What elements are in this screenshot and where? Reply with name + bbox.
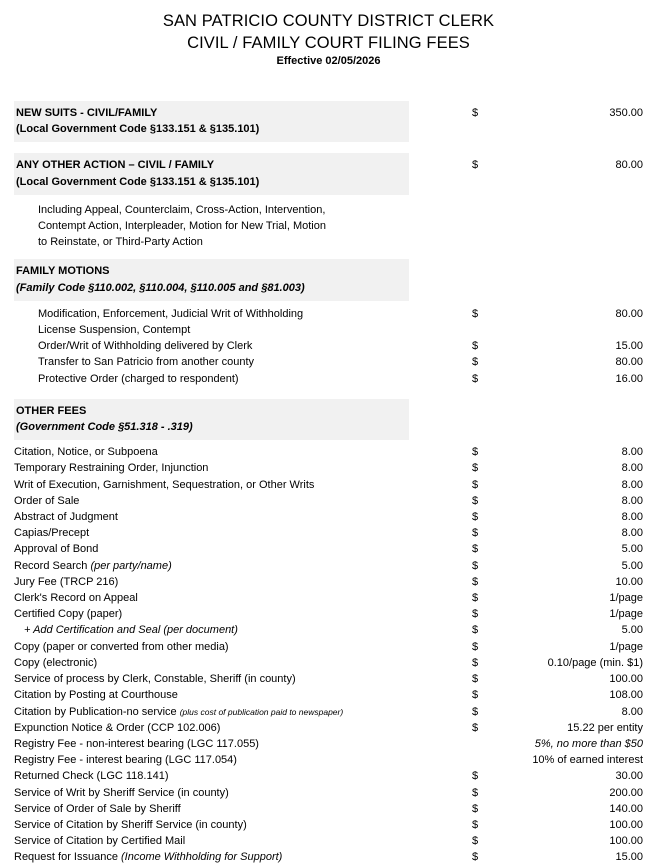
fee-row <box>14 801 643 817</box>
fee-amount: 15.00 <box>615 851 643 864</box>
fee-label <box>14 509 472 525</box>
section-code: (Local Government Code §133.151 & §135.101) <box>16 175 260 188</box>
effective-date: Effective 02/05/2026 <box>276 55 381 67</box>
fee-label <box>14 801 472 817</box>
fee-row <box>14 306 643 338</box>
fee-amount: 5.00 <box>621 624 643 637</box>
fee-label-text: Protective Order (charged to respondent) <box>38 372 239 385</box>
fee-label <box>14 785 472 801</box>
fee-label-text: Copy (electronic) <box>14 656 98 669</box>
fee-amount: 8.00 <box>621 527 643 540</box>
fee-label-line <box>14 736 472 752</box>
fee-amount: 8.00 <box>621 478 643 491</box>
fee-label-text: Service of process by Clerk, Constable, Sheriff (in county) <box>14 673 296 686</box>
fee-row <box>14 639 643 655</box>
fee-label <box>14 338 472 354</box>
dollar-sign: $ <box>472 107 479 119</box>
fee-label <box>14 371 472 387</box>
fee-label-line <box>38 322 472 338</box>
fee-label <box>14 574 472 590</box>
fee-label <box>14 849 472 865</box>
dollar-sign: $ <box>472 673 479 686</box>
fee-label <box>14 558 472 574</box>
fee-row <box>14 622 643 638</box>
fee-row <box>14 785 643 801</box>
fee-amount: 8.00 <box>621 705 643 718</box>
fee-label-text: Citation by Publication-no service <box>14 705 180 718</box>
dollar-sign: $ <box>472 705 479 718</box>
fee-amount: 140.00 <box>609 802 643 815</box>
fee-row <box>14 833 643 849</box>
dollar-sign: $ <box>472 494 479 507</box>
fee-row <box>14 687 643 703</box>
fee-label-line <box>14 768 472 784</box>
fee-label-text: Citation by Posting at Courthouse <box>14 689 178 702</box>
dollar-sign: $ <box>472 770 479 783</box>
doc-title: SAN PATRICIO COUNTY DISTRICT CLERK <box>162 12 495 30</box>
dollar-sign: $ <box>472 559 479 572</box>
fee-label-line <box>14 574 472 590</box>
section <box>14 259 643 300</box>
fee-row <box>14 671 643 687</box>
fee-label <box>14 541 472 557</box>
fee-row <box>14 371 643 387</box>
section <box>14 153 643 194</box>
fee-label-line <box>38 306 472 322</box>
section-title: FAMILY MOTIONS <box>16 265 110 278</box>
dollar-sign: $ <box>472 640 479 653</box>
fee-label-text: (per party/name) <box>90 559 172 572</box>
fee-label <box>14 817 472 833</box>
section-header-row <box>14 101 643 142</box>
fee-label-line <box>38 371 472 387</box>
fee-label-text: License Suspension, Contempt <box>38 324 191 337</box>
fee-amount: 1/page <box>609 608 643 621</box>
fee-row <box>14 525 643 541</box>
fee-label <box>14 493 472 509</box>
section-header-box <box>14 153 409 194</box>
fee-row <box>14 720 643 736</box>
fee-label-text: Temporary Restraining Order, Injunction <box>14 462 209 475</box>
fee-label-text: Certified Copy (paper) <box>14 608 123 621</box>
fee-label <box>14 833 472 849</box>
note-line: to Reinstate, or Third-Party Action <box>38 236 203 249</box>
dollar-sign: $ <box>472 527 479 540</box>
fee-label-text: Service of Writ by Sheriff Service (in county) <box>14 786 229 799</box>
section-code: (Government Code §51.318 - .319) <box>16 421 193 434</box>
fee-label <box>14 306 472 338</box>
fee-label-line <box>38 338 472 354</box>
dollar-sign: $ <box>472 372 479 385</box>
fee-amount: 5.00 <box>621 559 643 572</box>
fee-label-text: Modification, Enforcement, Judicial Writ of Withholding <box>38 307 304 320</box>
dollar-sign: $ <box>472 446 479 459</box>
section-header-box <box>14 399 409 440</box>
fee-label <box>14 768 472 784</box>
fee-label-line <box>14 477 472 493</box>
fee-label-text: Expunction Notice & Order (CCP 102.006) <box>14 721 221 734</box>
note-paragraph <box>14 202 643 251</box>
dollar-sign: $ <box>472 721 479 734</box>
fee-label <box>14 704 472 720</box>
fee-label <box>14 444 472 460</box>
fee-label <box>14 752 472 768</box>
document-header <box>14 10 643 68</box>
fee-label-text: Returned Check (LGC 118.141) <box>14 770 169 783</box>
fee-amount: 5.00 <box>621 543 643 556</box>
fee-row <box>14 849 643 865</box>
fee-row <box>14 574 643 590</box>
fee-label <box>14 687 472 703</box>
fee-label-line <box>14 704 472 720</box>
fee-label <box>14 639 472 655</box>
dollar-sign: $ <box>472 608 479 621</box>
fee-label-line <box>14 509 472 525</box>
fee-label <box>14 525 472 541</box>
fee-amount: 100.00 <box>609 673 643 686</box>
dollar-sign: $ <box>472 478 479 491</box>
dollar-sign: $ <box>472 356 479 369</box>
fee-amount: 350.00 <box>609 107 643 119</box>
fee-amount: 80.00 <box>615 307 643 320</box>
fee-label-text: Writ of Execution, Garnishment, Sequestration, or Other Writs <box>14 478 315 491</box>
fee-label-line <box>14 655 472 671</box>
fee-amount: 200.00 <box>609 786 643 799</box>
fee-label <box>14 622 472 638</box>
note-line: Including Appeal, Counterclaim, Cross-Action, Intervention, <box>38 203 326 216</box>
fee-row <box>14 354 643 370</box>
fee-label-text: Registry Fee - interest bearing (LGC 117.054) <box>14 754 237 767</box>
fee-label-line <box>14 801 472 817</box>
fee-label-text: Request for Issuance <box>14 851 122 864</box>
fee-label <box>14 606 472 622</box>
section-header-box <box>14 259 409 300</box>
doc-subtitle: CIVIL / FAMILY COURT FILING FEES <box>187 34 470 52</box>
fee-label-line <box>14 720 472 736</box>
fee-label-text: Registry Fee - non-interest bearing (LGC 117.055) <box>14 737 259 750</box>
fee-label-line <box>14 558 472 574</box>
fee-row <box>14 704 643 720</box>
section <box>14 101 643 142</box>
fee-label-text: Service of Order of Sale by Sheriff <box>14 802 181 815</box>
dollar-sign: $ <box>472 575 479 588</box>
fee-label-text: (Income Withholding for Support) <box>121 851 283 864</box>
fee-label <box>14 671 472 687</box>
fee-row <box>14 655 643 671</box>
fee-amount: 1/page <box>609 592 643 605</box>
fee-label <box>14 655 472 671</box>
fee-row <box>14 460 643 476</box>
fee-label <box>14 590 472 606</box>
fee-label <box>14 460 472 476</box>
fee-label-line <box>38 354 472 370</box>
section-header-row <box>14 259 643 300</box>
fee-label-line <box>14 444 472 460</box>
fee-label-text: + Add Certification and Seal (per document) <box>24 624 238 637</box>
dollar-sign: $ <box>472 786 479 799</box>
fee-label-line <box>24 622 472 638</box>
fee-amount: 8.00 <box>621 446 643 459</box>
fee-label-line <box>14 460 472 476</box>
fee-label <box>14 354 472 370</box>
fee-row <box>14 444 643 460</box>
fee-row <box>14 493 643 509</box>
fee-label-line <box>14 687 472 703</box>
fee-row <box>14 338 643 354</box>
section <box>14 399 643 440</box>
fee-row <box>14 606 643 622</box>
dollar-sign: $ <box>472 818 479 831</box>
fee-amount: 30.00 <box>615 770 643 783</box>
fee-label <box>14 736 472 752</box>
section-title: OTHER FEES <box>16 404 87 417</box>
fee-row <box>14 768 643 784</box>
fee-amount: 80.00 <box>615 356 643 369</box>
fee-label-line <box>14 752 472 768</box>
dollar-sign: $ <box>472 592 479 605</box>
fee-label-line <box>14 493 472 509</box>
fee-label-line <box>14 590 472 606</box>
dollar-sign: $ <box>472 462 479 475</box>
fee-amount: 8.00 <box>621 494 643 507</box>
dollar-sign: $ <box>472 624 479 637</box>
fee-amount: 8.00 <box>621 462 643 475</box>
fee-label-text: Order/Writ of Withholding delivered by Clerk <box>38 340 253 353</box>
fee-row <box>14 509 643 525</box>
fee-label <box>14 720 472 736</box>
fee-label-text: Clerk's Record on Appeal <box>14 592 138 605</box>
dollar-sign: $ <box>472 543 479 556</box>
fee-amount: 108.00 <box>609 689 643 702</box>
dollar-sign: $ <box>472 307 479 320</box>
fee-label-line <box>14 785 472 801</box>
fee-amount: 0.10/page (min. $1) <box>547 656 643 669</box>
fee-label-text: Abstract of Judgment <box>14 511 118 524</box>
fee-row <box>14 558 643 574</box>
fee-amount: 100.00 <box>609 835 643 848</box>
dollar-sign: $ <box>472 656 479 669</box>
fee-label-text: Transfer to San Patricio from another county <box>38 356 255 369</box>
fee-row <box>14 541 643 557</box>
fee-amount: 5%, no more than $50 <box>534 737 643 750</box>
fee-label-text: (plus cost of publication paid to newspaper) <box>179 706 344 717</box>
fee-label-line <box>14 849 472 865</box>
fee-label-line <box>14 671 472 687</box>
section-code: (Family Code §110.002, §110.004, §110.005 and §81.003) <box>16 281 305 294</box>
dollar-sign: $ <box>472 802 479 815</box>
fee-label-line <box>14 833 472 849</box>
fee-label-line <box>14 817 472 833</box>
fee-label-text: Capias/Precept <box>14 527 90 540</box>
fee-label-text: Order of Sale <box>14 494 80 507</box>
fee-amount: 10.00 <box>615 575 643 588</box>
section-header-row <box>14 399 643 440</box>
fee-label <box>14 477 472 493</box>
fee-label-text: Service of Citation by Certified Mail <box>14 835 186 848</box>
fee-label-line <box>14 606 472 622</box>
fee-label-text: Approval of Bond <box>14 543 99 556</box>
fee-row <box>14 736 643 752</box>
fee-label-text: Service of Citation by Sheriff Service (in county) <box>14 818 247 831</box>
fee-label-line <box>14 541 472 557</box>
section <box>14 444 643 865</box>
fee-amount: 100.00 <box>609 818 643 831</box>
section <box>14 202 643 251</box>
fee-amount: 80.00 <box>615 159 643 172</box>
dollar-sign: $ <box>472 159 479 172</box>
section-title: ANY OTHER ACTION – CIVIL / FAMILY <box>16 159 215 172</box>
fee-amount: 15.00 <box>615 340 643 353</box>
fee-label-text: Jury Fee (TRCP 216) <box>14 575 119 588</box>
dollar-sign: $ <box>472 511 479 524</box>
section-code: (Local Government Code §133.151 & §135.101) <box>16 123 260 136</box>
dollar-sign: $ <box>472 340 479 353</box>
fee-label-text: Record Search <box>14 559 91 572</box>
sections-container <box>14 101 643 866</box>
dollar-sign: $ <box>472 851 479 864</box>
fee-row <box>14 477 643 493</box>
dollar-sign: $ <box>472 835 479 848</box>
section-header-box <box>14 101 409 142</box>
fee-row <box>14 817 643 833</box>
fee-label-text: Citation, Notice, or Subpoena <box>14 446 158 459</box>
fee-amount: 1/page <box>609 640 643 653</box>
fee-label-line <box>14 525 472 541</box>
fee-amount: 10% of earned interest <box>532 754 643 767</box>
section-header-row <box>14 153 643 194</box>
fee-row <box>14 752 643 768</box>
fee-label-line <box>14 639 472 655</box>
section-title: NEW SUITS - CIVIL/FAMILY <box>16 107 158 119</box>
fee-label-text: Copy (paper or converted from other media) <box>14 640 229 653</box>
fee-amount: 15.22 per entity <box>567 721 643 734</box>
note-line: Contempt Action, Interpleader, Motion for New Trial, Motion <box>38 220 326 233</box>
section <box>14 306 643 387</box>
fee-row <box>14 590 643 606</box>
fee-amount: 8.00 <box>621 511 643 524</box>
fee-amount: 16.00 <box>615 372 643 385</box>
dollar-sign: $ <box>472 689 479 702</box>
